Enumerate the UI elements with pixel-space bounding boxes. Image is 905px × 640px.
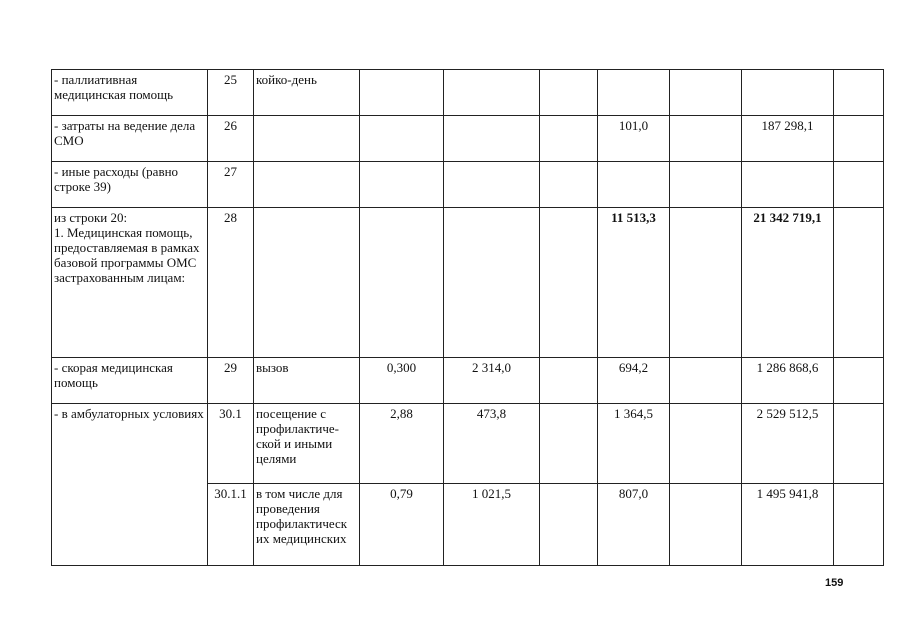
row-number: 29 <box>208 358 254 404</box>
cell-c7: 807,0 <box>598 484 670 566</box>
row-number: 27 <box>208 162 254 208</box>
cell-c9: 187 298,1 <box>742 116 834 162</box>
row-unit: в том числе для проведения профилактическ их медицинских <box>254 484 360 566</box>
cell-c10 <box>834 162 884 208</box>
cell-c4: 0,79 <box>360 484 444 566</box>
cell-c9: 2 529 512,5 <box>742 404 834 484</box>
cell-c10 <box>834 484 884 566</box>
table-row <box>52 70 884 116</box>
cell-c10 <box>834 208 884 358</box>
cell-c6 <box>540 358 598 404</box>
table-row <box>52 116 884 162</box>
page-number: 159 <box>825 577 844 589</box>
cell-c9: 1 286 868,6 <box>742 358 834 404</box>
cell-c4 <box>360 70 444 116</box>
cell-c5: 2 314,0 <box>444 358 540 404</box>
cell-c7 <box>598 70 670 116</box>
cell-c8 <box>670 208 742 358</box>
cell-c6 <box>540 484 598 566</box>
row-description: - в амбулаторных условиях <box>52 404 208 566</box>
table-row <box>52 404 884 484</box>
row-description: из строки 20: 1. Медицинская помощь, предоставляемая в рамках базовой программы ОМС застрахованным лицам: <box>52 208 208 358</box>
row-number: 25 <box>208 70 254 116</box>
cell-c8 <box>670 162 742 208</box>
cell-c10 <box>834 116 884 162</box>
cell-c5 <box>444 162 540 208</box>
cell-c5 <box>444 208 540 358</box>
cell-c9 <box>742 70 834 116</box>
cell-c5: 473,8 <box>444 404 540 484</box>
row-number: 28 <box>208 208 254 358</box>
cell-c4 <box>360 162 444 208</box>
cell-c8 <box>670 404 742 484</box>
cell-c8 <box>670 116 742 162</box>
cell-c7: 11 513,3 <box>598 208 670 358</box>
cell-c6 <box>540 404 598 484</box>
cell-c10 <box>834 404 884 484</box>
cell-c7: 101,0 <box>598 116 670 162</box>
budget-table <box>51 69 884 566</box>
row-unit <box>254 208 360 358</box>
cell-c9: 21 342 719,1 <box>742 208 834 358</box>
cell-c6 <box>540 70 598 116</box>
row-number: 30.1 <box>208 404 254 484</box>
cell-c6 <box>540 208 598 358</box>
cell-c8 <box>670 484 742 566</box>
cell-c5 <box>444 70 540 116</box>
row-unit: посещение с профилактиче-ской и иными целями <box>254 404 360 484</box>
cell-c6 <box>540 162 598 208</box>
table-row <box>52 208 884 358</box>
row-description: - затраты на ведение дела СМО <box>52 116 208 162</box>
row-unit <box>254 116 360 162</box>
row-unit <box>254 162 360 208</box>
cell-c9 <box>742 162 834 208</box>
cell-c7: 1 364,5 <box>598 404 670 484</box>
row-number: 26 <box>208 116 254 162</box>
cell-c5: 1 021,5 <box>444 484 540 566</box>
table-row <box>52 162 884 208</box>
cell-c4: 2,88 <box>360 404 444 484</box>
cell-c10 <box>834 70 884 116</box>
cell-c4: 0,300 <box>360 358 444 404</box>
row-description: - иные расходы (равно строке 39) <box>52 162 208 208</box>
cell-c5 <box>444 116 540 162</box>
cell-c4 <box>360 116 444 162</box>
table-row <box>52 358 884 404</box>
row-number: 30.1.1 <box>208 484 254 566</box>
row-unit: вызов <box>254 358 360 404</box>
cell-c6 <box>540 116 598 162</box>
cell-c10 <box>834 358 884 404</box>
cell-c7: 694,2 <box>598 358 670 404</box>
row-description: - паллиативная медицинская помощь <box>52 70 208 116</box>
row-unit: койко-день <box>254 70 360 116</box>
cell-c7 <box>598 162 670 208</box>
row-description: - скорая медицинская помощь <box>52 358 208 404</box>
cell-c4 <box>360 208 444 358</box>
cell-c8 <box>670 358 742 404</box>
cell-c9: 1 495 941,8 <box>742 484 834 566</box>
cell-c8 <box>670 70 742 116</box>
